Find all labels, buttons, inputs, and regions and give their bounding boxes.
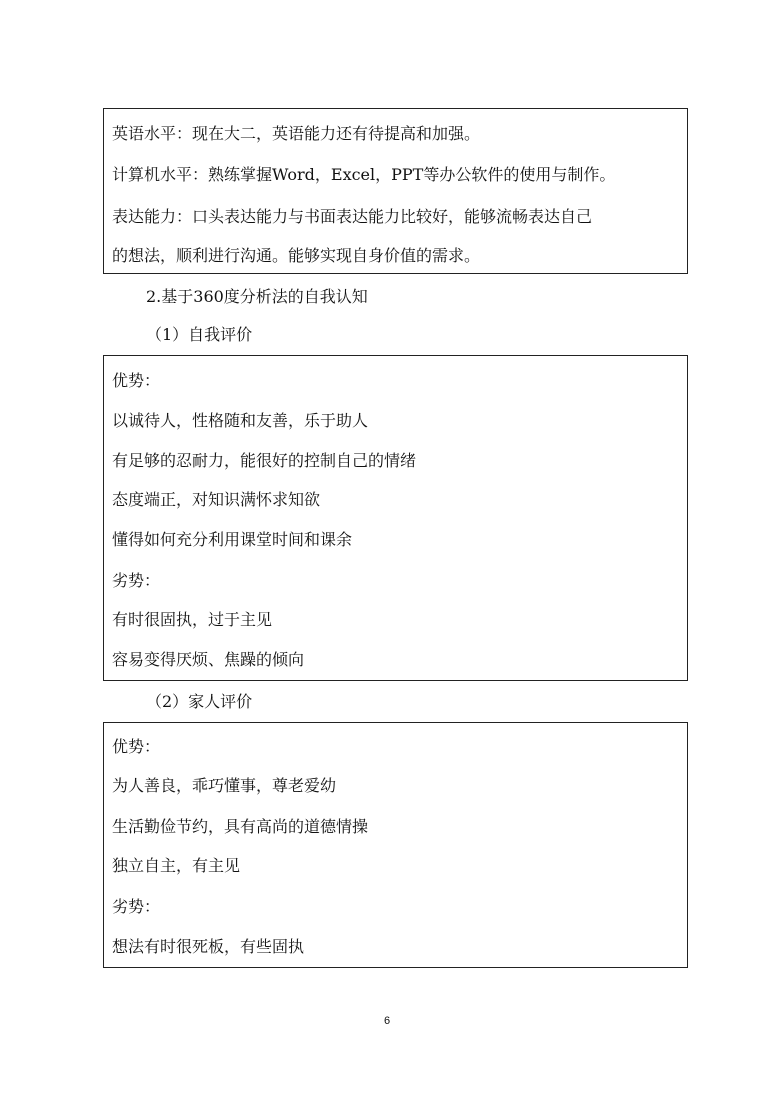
list-item: 有足够的忍耐力，能很好的控制自己的情绪 [112, 451, 417, 470]
list-item: 劣势： [112, 897, 161, 916]
list-item: 有时很固执，过于主见 [112, 610, 273, 629]
list-item: 容易变得厌烦、焦躁的倾向 [112, 650, 305, 669]
english-level-line: 英语水平：现在大二，英语能力还有待提高和加强。 [112, 124, 481, 143]
section-heading: 2.基于360度分析法的自我认知 [146, 287, 368, 306]
list-item: 想法有时很死板，有些固执 [112, 937, 305, 956]
list-item: 劣势： [112, 571, 161, 590]
list-item: 以诚待人，性格随和友善，乐于助人 [112, 411, 369, 430]
list-item: 懂得如何充分利用课堂时间和课余 [112, 530, 353, 549]
expression-ability-line: 表达能力：口头表达能力与书面表达能力比较好，能够流畅表达自己 [112, 207, 593, 226]
list-item: 态度端正，对知识满怀求知欲 [112, 490, 321, 509]
self-eval-heading: （1）自我评价 [146, 325, 253, 344]
list-item: 优势： [112, 371, 161, 390]
family-eval-box [103, 722, 688, 968]
list-item: 优势： [112, 737, 161, 756]
list-item: 为人善良，乖巧懂事，尊老爱幼 [112, 776, 337, 795]
list-item: 生活勤俭节约，具有高尚的道德情操 [112, 817, 369, 836]
list-item: 独立自主，有主见 [112, 856, 241, 875]
family-eval-heading: （2）家人评价 [146, 692, 253, 711]
page-number: 6 [383, 1015, 391, 1027]
expression-ability-line-cont: 的想法，顺利进行沟通。能够实现自身价值的需求。 [112, 246, 481, 265]
computer-level-line: 计算机水平：熟练掌握Word，Excel，PPT等办公软件的使用与制作。 [112, 165, 616, 184]
skills-box [103, 108, 688, 274]
self-eval-box [103, 355, 688, 681]
